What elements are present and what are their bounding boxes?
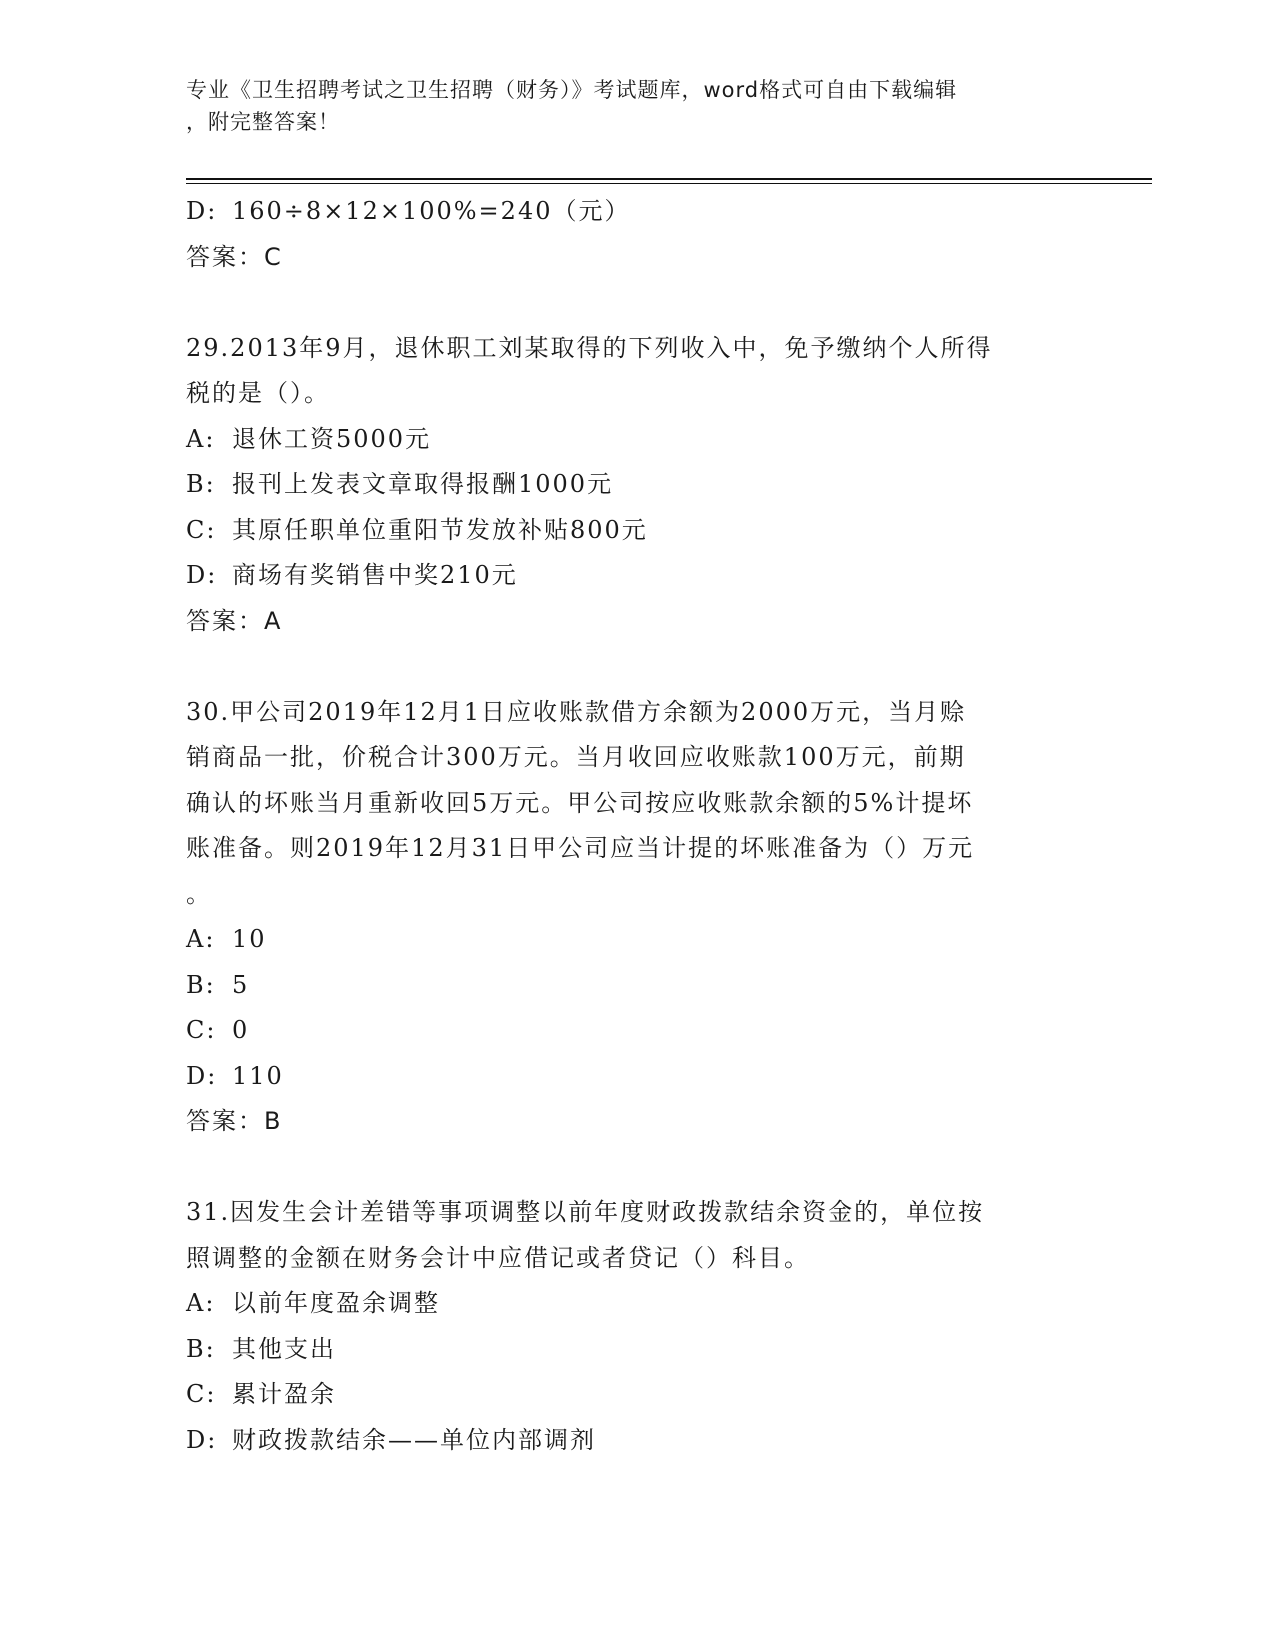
option-d-prev [186,189,1086,235]
q29-option-d [186,553,1086,599]
option-text: 160÷8×12×100%=240（元） [232,197,631,225]
q31-option-d [186,1418,1086,1464]
spacer [186,1145,1086,1191]
question-30-line-2: 销商品一批，价税合计300万元。当月收回应收账款100万元，前期 [186,743,966,771]
question-30-line-4: 账准备。则2019年12月31日甲公司应当计提的坏账准备为（）万元 [186,834,975,862]
question-29-line-2: 税的是（）。 [186,379,330,407]
question-31-line-1: 31.因发生会计差错等事项调整以前年度财政拨款结余资金的，单位按 [186,1198,985,1226]
option-text: 退休工资5000元 [232,424,432,453]
q30-answer: 答案：B [186,1107,283,1135]
header-divider-thick [186,178,1152,180]
q29-answer: 答案：A [186,606,283,635]
question-31-line-2: 照调整的金额在财务会计中应借记或者贷记（）科目。 [186,1243,810,1272]
option-label: D: [186,197,218,225]
option-label: B: [186,470,216,498]
q29-option-c [186,508,1086,554]
spacer [186,280,1086,326]
option-text: 商场有奖销售中奖210元 [232,561,518,589]
option-text: 其他支出 [232,1334,336,1363]
option-label: A: [186,925,216,953]
option-text: 10 [232,925,267,953]
q31-option-c [186,1372,1086,1418]
option-label: A: [186,1289,216,1317]
option-text: 5 [232,970,250,999]
option-label: A: [186,424,216,453]
question-30-line-3: 确认的坏账当月重新收回5万元。甲公司按应收账款余额的5%计提坏 [186,788,974,817]
option-text: 报刊上发表文章取得报酬1000元 [232,470,614,498]
q29-option-a [186,417,1086,463]
option-text: 110 [232,1061,284,1090]
option-text: 0 [232,1016,250,1044]
q31-option-b [186,1327,1086,1373]
q30-option-b [186,963,1086,1009]
document-header [186,74,1086,138]
header-line-1: 专业《卫生招聘考试之卫生招聘（财务）》考试题库，word格式可自由下载编辑 [186,78,958,102]
q30-option-d [186,1054,1086,1100]
option-text: 财政拨款结余——单位内部调剂 [232,1425,596,1454]
question-content [186,189,1086,1463]
option-label: C: [186,515,217,544]
option-label: B: [186,970,216,999]
q30-option-c [186,1008,1086,1054]
option-text: 其原任职单位重阳节发放补贴800元 [232,515,648,544]
option-label: D: [186,561,218,589]
header-divider-thin [186,183,1152,184]
q30-option-a [186,917,1086,963]
q31-option-a [186,1281,1086,1327]
answer-prev: 答案：C [186,242,283,271]
option-label: C: [186,1016,217,1044]
question-29-line-1: 29.2013年9月，退休职工刘某取得的下列收入中，免予缴纳个人所得 [186,333,993,362]
option-label: D: [186,1425,218,1454]
option-text: 以前年度盈余调整 [232,1289,440,1317]
spacer [186,644,1086,690]
option-label: B: [186,1334,216,1363]
option-label: D: [186,1061,218,1090]
question-30-line-5: 。 [186,879,212,908]
q29-option-b [186,462,1086,508]
question-30-line-1: 30.甲公司2019年12月1日应收账款借方余额为2000万元，当月赊 [186,697,967,726]
option-label: C: [186,1380,217,1408]
option-text: 累计盈余 [232,1380,336,1408]
header-line-2: ，附完整答案！ [186,110,340,134]
